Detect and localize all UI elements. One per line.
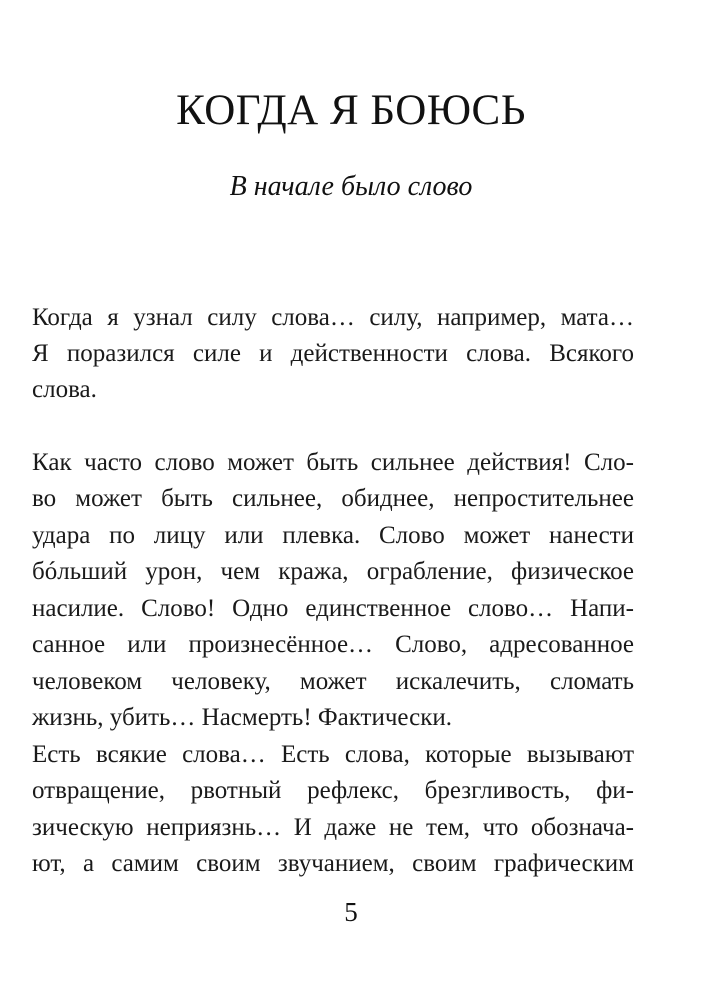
text-line: Когда я узнал силу слова… силу, например, мата…: [32, 304, 634, 331]
text-line: Как часто слово может быть сильнее действия! Сло-: [32, 449, 634, 476]
text-line: зическую неприязнь… И даже не тем, что обознача-: [32, 814, 634, 841]
text-line: насилие. Слово! Одно единственное слово… Напи-: [32, 595, 634, 622]
text-line: человеком человеку, может искалечить, сломать: [32, 668, 634, 695]
text-line: санное или произнесённое… Слово, адресованное: [32, 631, 634, 658]
chapter-title: КОГДА Я БОЮСЬ: [176, 87, 526, 134]
text-line: бóльший урон, чем кража, ограбление, физическое: [32, 558, 634, 585]
text-line: жизнь, убить… Насмерть! Фактически.: [32, 704, 453, 731]
text-line: ют, а самим своим звучанием, своим графическим: [32, 850, 634, 877]
chapter-subtitle: В начале было слово: [229, 171, 473, 202]
text-line: удара по лицу или плевка. Слово может нанести: [32, 522, 634, 549]
text-line: слова.: [32, 376, 97, 403]
text-line: отвращение, рвотный рефлекс, брезгливость, фи-: [32, 777, 634, 804]
page-number: 5: [344, 897, 358, 927]
text-line: во может быть сильнее, обиднее, непростительнее: [32, 485, 634, 512]
text-line: Есть всякие слова… Есть слова, которые вызывают: [32, 741, 634, 768]
text-line: Я поразился силе и действенности слова. Всякого: [32, 340, 634, 367]
